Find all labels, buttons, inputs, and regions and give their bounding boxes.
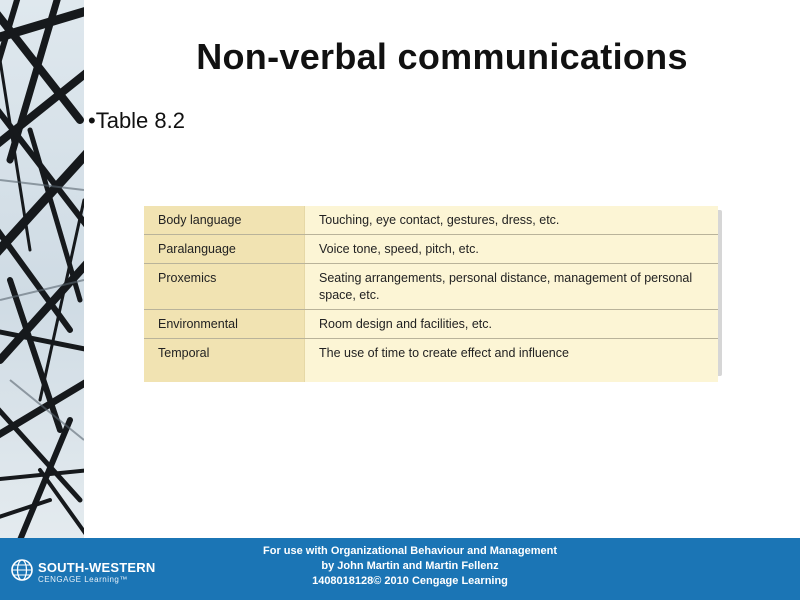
table-row: [144, 264, 718, 310]
row-description: Seating arrangements, personal distance, management of personal space, etc.: [305, 264, 719, 310]
steel-lattice-image: [0, 0, 84, 538]
footer-bar: [0, 538, 800, 600]
bullet-text: •Table 8.2: [88, 108, 185, 133]
logo-subtext: CENGAGE Learning™: [38, 575, 128, 584]
logo-text: SOUTH-WESTERN: [38, 560, 156, 575]
nonverbal-table: [144, 206, 718, 382]
footer-line: 1408018128© 2010 Cengage Learning: [312, 575, 508, 587]
row-label: Body language: [144, 206, 305, 235]
row-label: Proxemics: [144, 264, 305, 310]
footer-line: For use with Organizational Behaviour and Management: [263, 545, 557, 557]
table-row: [144, 339, 718, 383]
table-row: [144, 206, 718, 235]
row-description: Voice tone, speed, pitch, etc.: [305, 235, 719, 264]
lattice-graphic: [0, 0, 84, 538]
row-description: Touching, eye contact, gestures, dress, etc.: [305, 206, 719, 235]
row-description: Room design and facilities, etc.: [305, 310, 719, 339]
table-row: [144, 310, 718, 339]
slide-title: Non-verbal communications: [196, 36, 688, 77]
row-label: Paralanguage: [144, 235, 305, 264]
table-row: [144, 235, 718, 264]
footer-line: by John Martin and Martin Fellenz: [321, 560, 499, 572]
row-label: Temporal: [144, 339, 305, 383]
publisher-logo: [10, 558, 160, 582]
footer-credits: [210, 544, 610, 589]
globe-icon: [10, 558, 34, 582]
row-label: Environmental: [144, 310, 305, 339]
row-description: The use of time to create effect and influence: [305, 339, 719, 383]
